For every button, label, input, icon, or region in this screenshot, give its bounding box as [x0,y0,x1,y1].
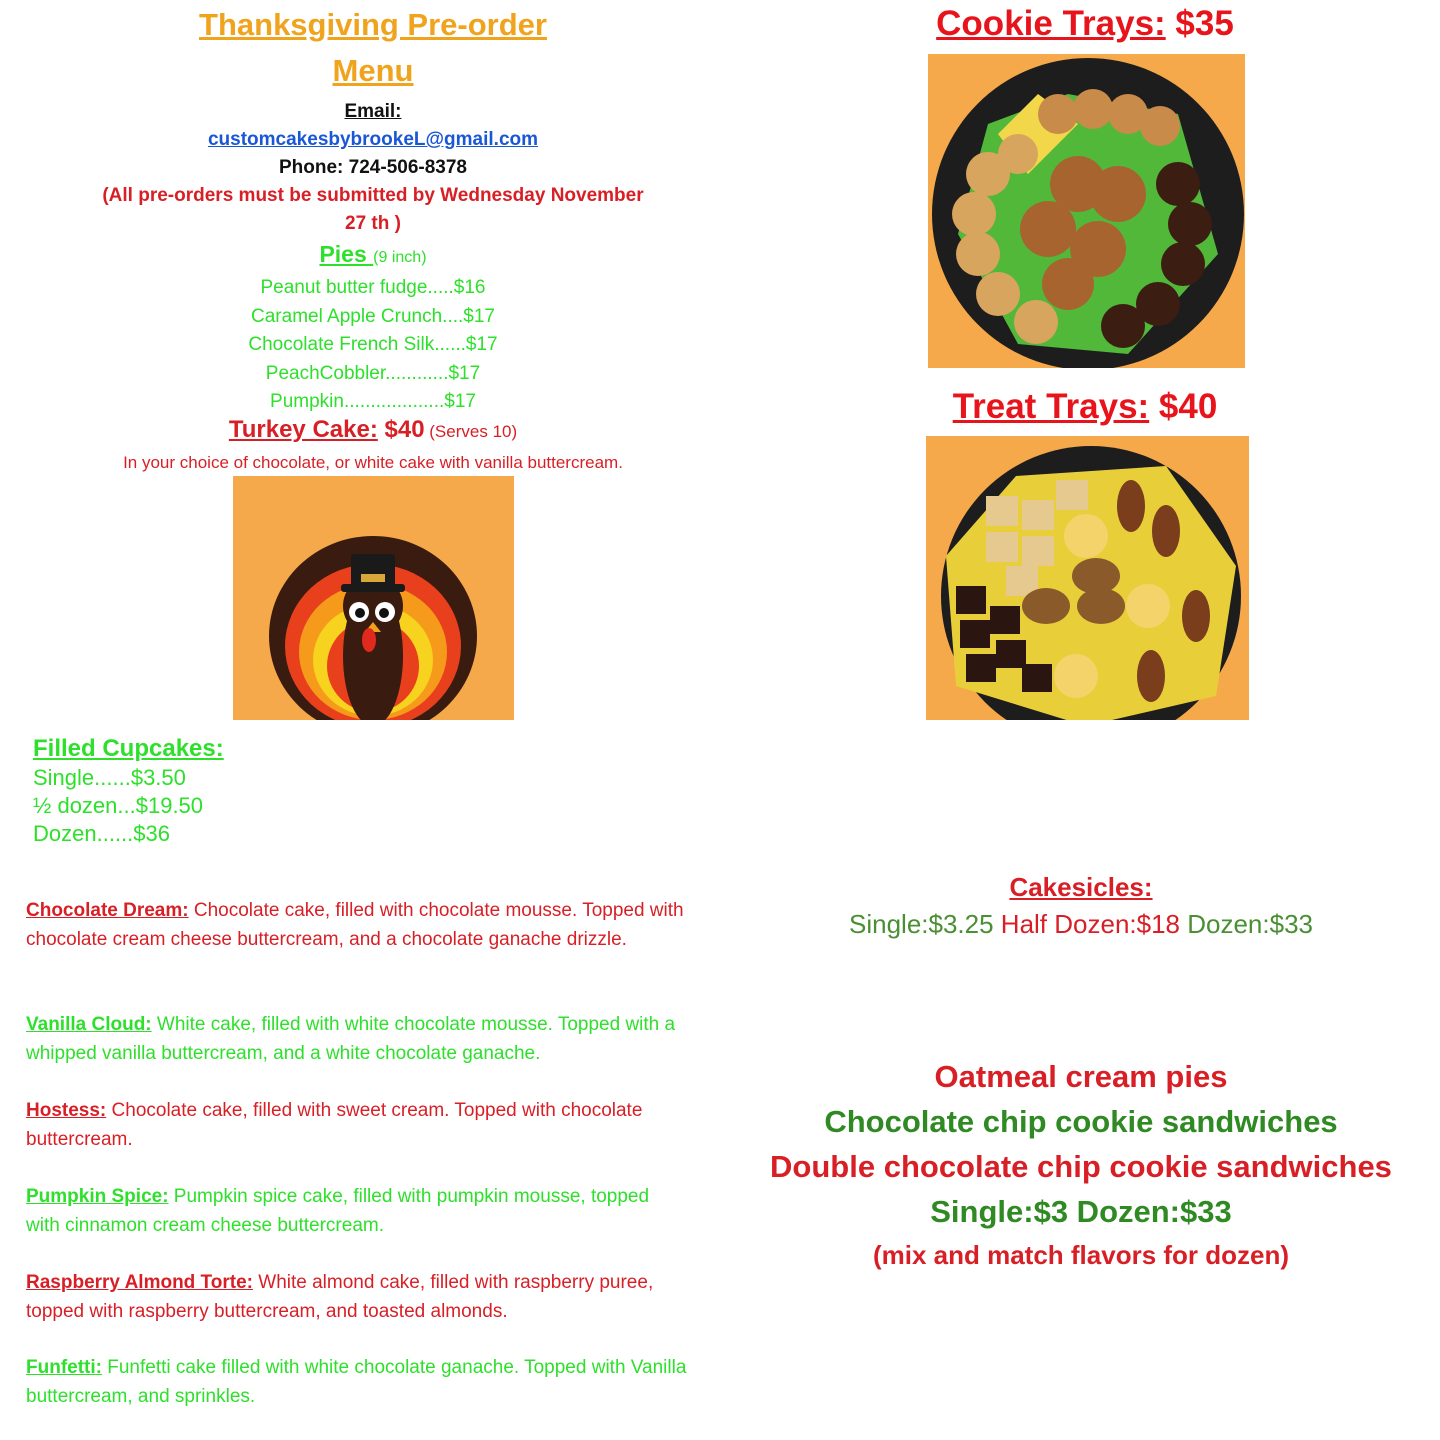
cakesicles-half-dozen-price: Half Dozen:$18 [993,909,1181,939]
filled-cupcakes-heading: Filled Cupcakes: [33,735,224,762]
menu-title-line2: Menu [332,53,414,88]
flavor-name: Hostess: [26,1100,107,1121]
cookie-trays-price: $35 [1165,4,1234,43]
pie-item: PeachCobbler............$17 [265,362,481,384]
phone-number: Phone: 724-506-8378 [279,157,467,178]
pies-size-note: (9 inch) [373,249,427,266]
flavor-name: Funfetti: [26,1357,102,1378]
cakesicles-prices [740,905,1422,943]
cookie-trays-header [880,2,1290,53]
menu-title-line1: Thanksgiving Pre-order [199,7,547,42]
deadline-line1: (All pre-orders must be submitted by Wednesday November [102,185,644,206]
turkey-cake-photo [233,476,514,720]
flavor-item [26,1182,686,1240]
flavor-description: White cake, filled with white chocolate mousse. Topped with a whipped vanilla buttercream, and a white chocolate ganache. [26,1014,676,1064]
cookie-tray-photo [928,54,1245,368]
cupcake-price-item: Single......$3.50 [33,765,186,790]
treat-trays-price: $40 [1149,387,1218,426]
flavor-item [26,896,716,954]
pie-item: Chocolate French Silk......$17 [248,334,498,355]
sandwich-line-chocolate-chip: Chocolate chip cookie sandwiches [824,1104,1338,1139]
email-label: Email: [344,101,402,122]
flavor-description: Funfetti cake filled with white chocolate ganache. Topped with Vanilla buttercream, and sprinkles. [26,1357,687,1407]
turkey-cake-heading: Turkey Cake: [228,416,378,443]
pies-heading: Pies [319,241,374,267]
flavor-description: Chocolate cake, filled with chocolate mousse. Topped with chocolate cream cheese buttercream, and a chocolate ganache drizzle. [26,900,684,950]
treat-tray-photo [926,436,1249,720]
flavor-description: White almond cake, filled with raspberry puree, topped with raspberry buttercream, and toasted almonds. [26,1272,654,1322]
filled-cupcakes-section [33,734,224,848]
cakesicles-heading: Cakesicles: [1009,872,1153,902]
deadline-line2: 27 th ) [345,213,401,234]
treat-trays-header [880,384,1290,437]
flavor-description: Pumpkin spice cake, filled with pumpkin mousse, topped with cinnamon cream cheese buttercream. [26,1186,650,1236]
cakesicles-section [740,870,1422,943]
sandwich-prices: Single:$3 Dozen:$33 [930,1194,1232,1229]
flavor-name: Pumpkin Spice: [26,1186,169,1207]
flavor-description: Chocolate cake, filled with sweet cream. Topped with chocolate buttercream. [26,1100,643,1150]
email-link[interactable]: customcakesbybrookeL@gmail.com [207,129,539,150]
turkey-cake-serves: (Serves 10) [424,422,518,441]
turkey-cake-description: In your choice of chocolate, or white cake with vanilla buttercream. [123,453,623,472]
cookie-trays-heading: Cookie Trays: [936,4,1166,43]
cakesicles-dozen-price: Dozen:$33 [1180,909,1313,939]
cupcake-price-item: ½ dozen...$19.50 [33,793,204,818]
sandwich-line-oatmeal: Oatmeal cream pies [934,1059,1228,1094]
flavor-item [26,1353,716,1411]
cookie-sandwiches-section [730,1054,1432,1276]
turkey-cake-price: $40 [377,416,425,443]
pies-section [40,238,706,417]
flavor-item [26,1268,696,1326]
flavor-item [26,1096,666,1154]
pie-item: Pumpkin...................$17 [270,391,476,412]
flavor-item [26,1010,716,1068]
treat-trays-heading: Treat Trays: [952,387,1150,426]
menu-header [40,2,706,238]
cupcake-price-item: Dozen......$36 [33,821,170,846]
flavor-name: Chocolate Dream: [26,900,189,921]
flavor-name: Vanilla Cloud: [26,1014,152,1035]
sandwich-line-double-chocolate: Double chocolate chip cookie sandwiches [770,1149,1392,1184]
turkey-cake-section [40,414,706,476]
flavor-name: Raspberry Almond Torte: [26,1272,253,1293]
pie-item: Peanut butter fudge.....$16 [260,277,486,298]
pie-item: Caramel Apple Crunch....$17 [251,305,495,327]
sandwich-mix-note: (mix and match flavors for dozen) [872,1240,1290,1270]
cakesicles-single-price: Single:$3.25 [849,909,994,939]
